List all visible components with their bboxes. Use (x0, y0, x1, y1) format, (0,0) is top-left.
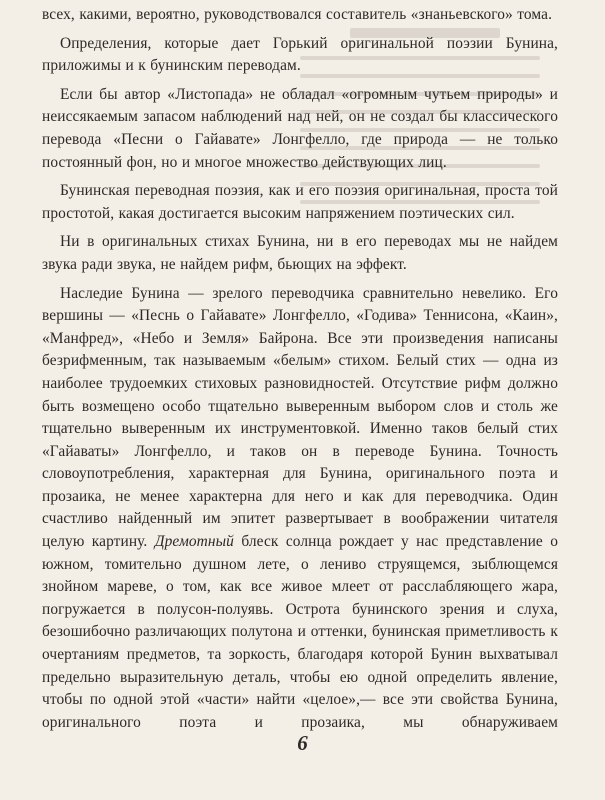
page-body (42, 4, 558, 734)
paragraph: Бунинская переводная поэзия, как и его поэзия оригинальная, проста той простотой, какая достигается высоким напряжением поэтических сил. (42, 182, 558, 222)
text-run: блеск солнца рождает у нас представление о южном, томительно душном лете, о лениво струящемся, зыблющемся знойном мареве, о том, как все живое млеет от расслабляющего жара, погружается в полусон-полуявь. Острота бунинского зрения и слуха, безошибочно различающих полутона и оттенки, бунинская приметливость к очертаниям предметов, та зоркость, благодаря которой Бунин выхватывал предельно выразительную деталь, чтобы ею одной определить явление, чтобы по одной этой «части» найти «целое»,— все эти свойства Бунина, оригинального поэта и прозаика, мы обнаруживаем (42, 533, 558, 731)
paragraph: Ни в оригинальных стихах Бунина, ни в его переводах мы не найдем звука ради звука, не найдем рифм, бьющих на эффект. (42, 233, 558, 273)
paragraph-long (42, 283, 558, 735)
italic-word: Дремотный (154, 533, 234, 551)
page-number: 6 (297, 731, 308, 755)
text-run: Наследие Бунина — зрелого переводчика сравнительно невелико. Его вершины — «Песнь о Гайавате» Лонгфелло, «Годива» Теннисона, «Каин», «Манфред», «Небо и Земля» Байрона. Все эти произведения написаны безрифменным, так называемым «белым» стихом. Белый стих — одна из наиболее трудоемких стиховых разновидностей. Отсутствие рифм должно быть возмещено особо тщательно выверенным выбором слов и столь же тщательно выверенным их инструментовкой. Именно таков белый стих «Гайаваты» Лонгфелло, и таков он в переводе Бунина. Точность словоупотребления, характерная для Бунина, оригинального поэта и прозаика, не менее характерна для него и как для переводчика. Один счастливо найденный им эпитет развертывает в воображении читателя целую картину. (42, 284, 558, 551)
paragraph: Если бы автор «Листопада» не обладал «огромным чутьем природы» и неиссякаемым запасом наблюдений над ней, он не создал бы классического перевода «Песни о Гайавате» Лонгфелло, где природа — не только постоянный фон, но и многое множество действующих лиц. (42, 85, 558, 171)
paragraph-continuation: всех, какими, вероятно, руководствовался составитель «знаньевского» тома. (42, 6, 553, 23)
paragraph: Определения, которые дает Горький оригинальной поэзии Бунина, приложимы и к бунинским переводам. (42, 34, 558, 75)
